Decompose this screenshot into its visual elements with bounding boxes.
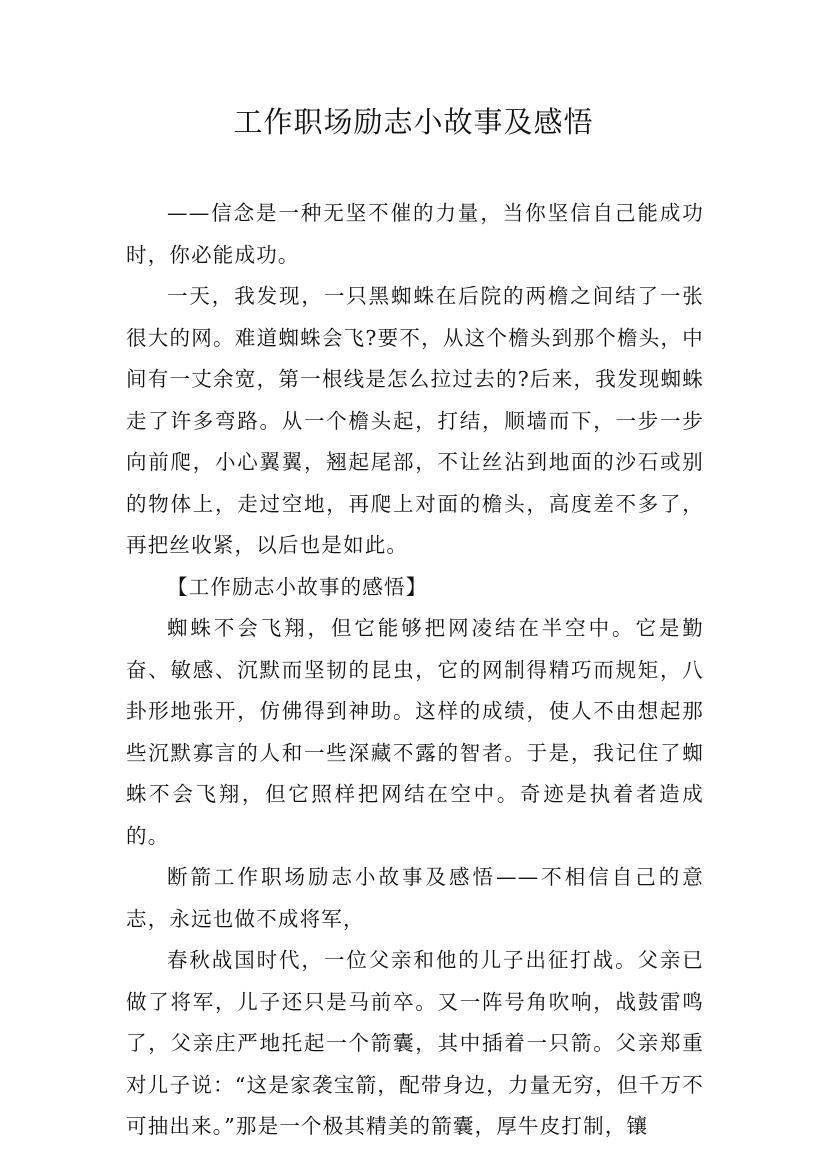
document-body	[126, 193, 704, 1148]
paragraph-spider-reflection: 蜘蛛不会飞翔，但它能够把网凌结在半空中。它是勤奋、敏感、沉默而坚韧的昆虫，它的网制得精巧而规矩，八卦形地张开，仿佛得到神助。这样的成绩，使人不由想起那些沉默寡言的人和一些深藏不露的智者。于是，我记住了蜘蛛不会飞翔，但它照样把网结在空中。奇迹是执着者造成的。	[126, 616, 704, 848]
paragraph-broken-arrow-story: 春秋战国时代，一位父亲和他的儿子出征打战。父亲已做了将军，儿子还只是马前卒。又一阵号角吹响，战鼓雷鸣了，父亲庄严地托起一个箭囊，其中插着一只箭。父亲郑重对儿子说：“这是家袭宝箭，配带身边，力量无穷，但千万不可抽出来。”那是一个极其精美的箭囊，厚牛皮打制，镶	[126, 948, 704, 1138]
paragraph-intro-quote: ——信念是一种无坚不催的力量，当你坚信自己能成功时，你必能成功。	[126, 201, 704, 267]
document-title: 工作职场励志小故事及感悟	[233, 105, 594, 139]
section-heading-reflection: 【工作励志小故事的感悟】	[167, 574, 428, 599]
paragraph-spider-story: 一天，我发现，一只黑蜘蛛在后院的两檐之间结了一张很大的网。难道蜘蛛会飞?要不，从这个檐头到那个檐头，中间有一丈余宽，第一根线是怎么拉过去的?后来，我发现蜘蛛走了许多弯路。从一个檐头起，打结，顺墙而下，一步一步向前爬，小心翼翼，翘起尾部，不让丝沾到地面的沙石或别的物体上，走过空地，再爬上对面的檐头，高度差不多了，再把丝收紧，以后也是如此。	[126, 284, 704, 557]
paragraph-broken-arrow-heading: 断箭工作职场励志小故事及感悟——不相信自己的意志，永远也做不成将军，	[126, 865, 704, 931]
